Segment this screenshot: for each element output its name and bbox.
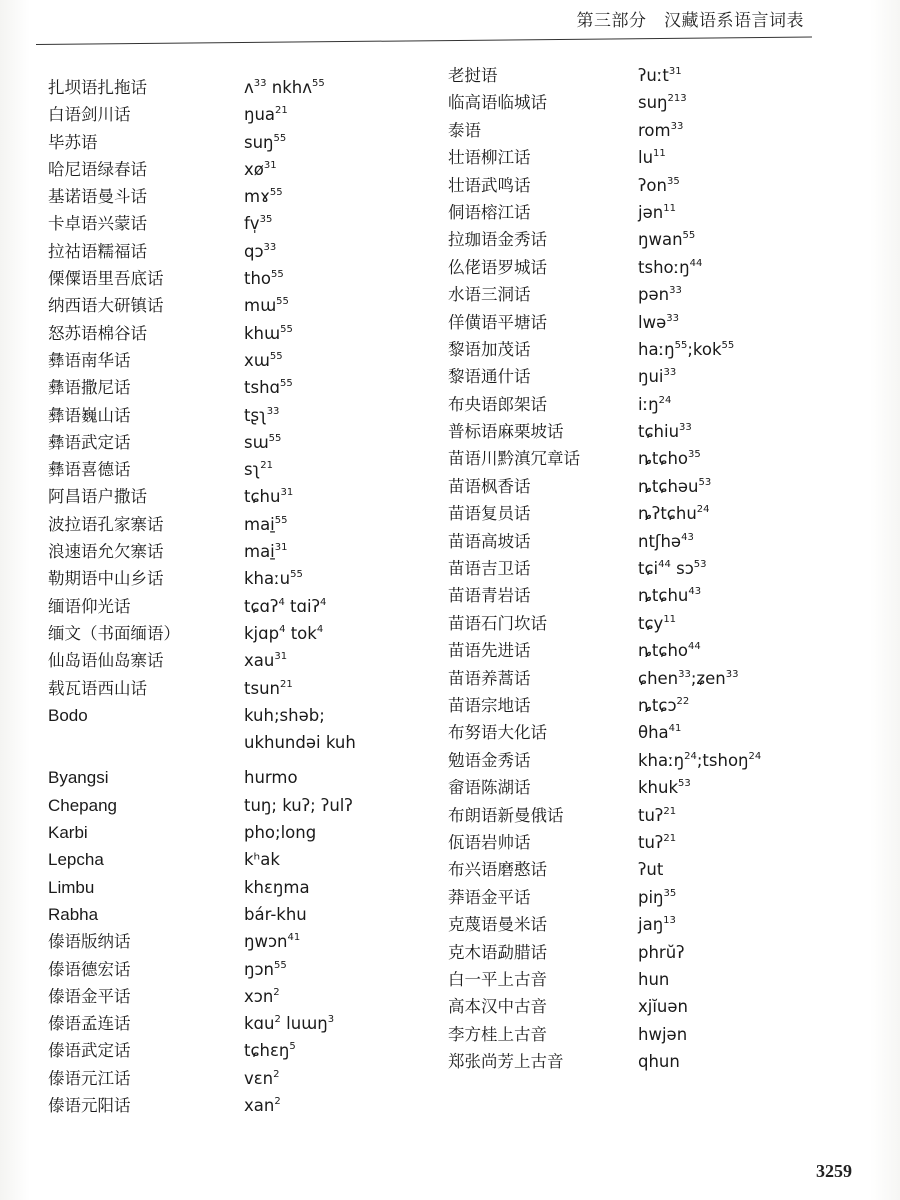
language-name: 波拉语孔家寨话 — [48, 514, 164, 534]
phonetic-form: rom$^{33}$ — [638, 120, 684, 140]
phonetic-form: tɕhiu$^{33}$ — [638, 422, 692, 442]
phonetic-form: θha$^{41}$ — [638, 723, 682, 743]
language-name: 壮语柳江话 — [448, 148, 531, 168]
phonetic-form: iːŋ$^{24}$ — [638, 394, 672, 414]
phonetic-form: kɑu$^2$ luɯŋ$^3$ — [244, 1014, 335, 1034]
language-name: 苗语枫香话 — [448, 476, 531, 496]
phonetic-form: jən$^{11}$ — [638, 202, 676, 222]
word-entry-row — [48, 429, 438, 456]
word-entry-row — [48, 1037, 438, 1064]
word-entry-row — [448, 966, 848, 993]
word-entry-row — [48, 538, 438, 565]
word-entry-row — [48, 210, 438, 237]
phonetic-form: tuʔ$^{21}$ — [638, 805, 677, 825]
phonetic-form: ɕhen$^{33}$;ʑen$^{33}$ — [638, 668, 739, 688]
word-entry-row — [448, 199, 848, 226]
word-entry-row — [48, 101, 438, 128]
language-name: 壮语武鸣话 — [448, 175, 531, 195]
language-name: Limbu — [48, 877, 95, 897]
word-entry-row — [448, 363, 848, 390]
word-entry-row — [448, 117, 848, 144]
phonetic-form: hwjən — [638, 1024, 688, 1044]
word-entry-row — [48, 819, 438, 846]
phonetic-form: tshoːŋ$^{44}$ — [638, 257, 703, 277]
phonetic-form: qhun — [638, 1052, 680, 1072]
word-entry-row — [448, 89, 848, 116]
left-word-column — [48, 74, 438, 1119]
word-entry-row — [48, 620, 438, 647]
word-entry-row — [48, 292, 438, 319]
phonetic-form: sʅ$^{21}$ — [244, 460, 273, 480]
phonetic-form: kʰak — [244, 850, 280, 870]
language-name: 莽语金平话 — [448, 887, 531, 907]
language-name: 傣语金平话 — [48, 986, 131, 1006]
language-name: 苗语高坡话 — [448, 531, 531, 551]
word-entry-row — [48, 402, 438, 429]
phonetic-form: ŋua$^{21}$ — [244, 105, 288, 125]
word-entry-row — [448, 500, 848, 527]
phonetic-form: fv̩$^{35}$ — [244, 214, 273, 234]
phonetic-form: tuŋ; kuʔ; ʔulʔ — [244, 795, 353, 815]
language-name: 傈僳语里吾底话 — [48, 269, 164, 289]
word-entry-row — [448, 336, 848, 363]
word-entry-row — [448, 719, 848, 746]
phonetic-form: ȵtɕho$^{35}$ — [638, 449, 701, 469]
language-name: 傣语武定话 — [48, 1041, 131, 1061]
word-entry-row — [48, 729, 438, 756]
language-name: 苗语吉卫话 — [448, 559, 531, 579]
word-entry-row — [48, 1092, 438, 1119]
phonetic-form: ʌ$^{33}$ nkhʌ$^{55}$ — [244, 78, 325, 97]
word-entry-row — [448, 993, 848, 1020]
phonetic-form: tʂʅ$^{33}$ — [244, 405, 280, 425]
word-entry-row — [48, 183, 438, 210]
language-name: 拉珈语金秀话 — [448, 230, 547, 250]
word-entry-row — [448, 445, 848, 472]
language-name: 侗语榕江话 — [448, 202, 531, 222]
phonetic-form: mai̱$^{55}$ — [244, 514, 288, 534]
phonetic-form: mɯ$^{55}$ — [244, 296, 289, 316]
header-rule — [36, 37, 812, 45]
word-entry-row — [48, 129, 438, 156]
language-name: 苗语宗地话 — [448, 695, 531, 715]
language-name: 黎语加茂话 — [448, 339, 531, 359]
phonetic-form: $xø^{31}$ — [244, 159, 277, 179]
word-entry-row — [448, 802, 848, 829]
language-name: 傣语元江话 — [48, 1068, 131, 1088]
word-entry-row — [448, 665, 848, 692]
word-entry-row — [48, 483, 438, 510]
language-name: 仫佬语罗城话 — [448, 257, 547, 277]
word-entry-row — [48, 956, 438, 983]
language-name: 怒苏语棉谷话 — [48, 323, 147, 343]
language-name: 李方桂上古音 — [448, 1024, 547, 1044]
language-name: 彝语撒尼话 — [48, 378, 131, 398]
word-entry-row — [48, 901, 438, 928]
word-entry-row — [48, 1010, 438, 1037]
word-entry-row — [448, 939, 848, 966]
word-entry-row — [448, 856, 848, 883]
word-entry-row — [48, 702, 438, 729]
phonetic-form: khɛŋma — [244, 877, 310, 897]
word-entry-row — [48, 593, 438, 620]
phonetic-form: kjɑp$^4$ tok$^4$ — [244, 623, 324, 643]
phonetic-form: suŋ$^{55}$ — [244, 132, 287, 152]
language-name: 郑张尚芳上古音 — [448, 1052, 564, 1072]
word-entry-row — [48, 764, 438, 791]
word-entry-row — [448, 1048, 848, 1075]
phonetic-form: xan$^2$ — [244, 1095, 281, 1115]
phonetic-form: ʔut — [638, 860, 664, 880]
phonetic-form: sɯ$^{55}$ — [244, 432, 282, 452]
word-entry-row — [48, 238, 438, 265]
phonetic-form: tɕhɛŋ$^5$ — [244, 1041, 296, 1061]
phonetic-form: tsun$^{21}$ — [244, 678, 293, 698]
phonetic-form: hurmo — [244, 768, 298, 788]
phonetic-form: ŋwɔn$^{41}$ — [244, 932, 301, 952]
language-name: 苗语川黔滇冗章话 — [448, 449, 580, 469]
language-name: 傣语元阳话 — [48, 1095, 131, 1115]
language-name: 勉语金秀话 — [448, 750, 531, 770]
phonetic-form: xjĭuən — [638, 997, 688, 1017]
language-name: 彝语南华话 — [48, 350, 131, 370]
phonetic-form: ȵtɕho$^{44}$ — [638, 641, 701, 661]
word-entry-row — [448, 582, 848, 609]
phonetic-form: tuʔ$^{21}$ — [638, 832, 677, 852]
running-head: 第三部分 汉藏语系语言词表 — [576, 11, 804, 31]
language-name: 纳西语大研镇话 — [48, 296, 164, 316]
language-name: 基诺语曼斗话 — [48, 187, 147, 207]
language-name: 老挝语 — [448, 66, 498, 85]
language-name: 苗语石门坎话 — [448, 613, 547, 633]
language-name: 普标语麻栗坡话 — [448, 422, 564, 442]
phonetic-form: ntʃhə$^{43}$ — [638, 531, 694, 551]
word-entry-row — [48, 456, 438, 483]
word-entry-row — [448, 555, 848, 582]
phonetic-form: khɯ$^{55}$ — [244, 323, 293, 343]
phonetic-form: hun — [638, 969, 670, 989]
language-name: Chepang — [48, 795, 118, 815]
word-entry-row — [48, 846, 438, 873]
word-entry-row — [48, 320, 438, 347]
language-name: 泰语 — [448, 120, 481, 140]
phonetic-form: khaːu$^{55}$ — [244, 569, 303, 589]
language-name: 浪速语允欠寨话 — [48, 542, 164, 562]
language-name: 高本汉中古音 — [448, 997, 547, 1017]
word-entry-row — [48, 374, 438, 401]
word-entry-row — [448, 747, 848, 774]
language-name: 哈尼语绿春话 — [48, 159, 147, 179]
phonetic-form: pən$^{33}$ — [638, 285, 682, 305]
phonetic-form: tshɑ$^{55}$ — [244, 378, 293, 398]
phonetic-form: ȵʔtɕhu$^{24}$ — [638, 504, 710, 524]
phonetic-form: ŋɔn$^{55}$ — [244, 959, 287, 979]
language-name: 仙岛语仙岛寨话 — [48, 651, 164, 671]
phonetic-form: lwə$^{33}$ — [638, 312, 679, 332]
language-name: 苗语养蒿话 — [448, 668, 531, 688]
language-name: 勒期语中山乡话 — [48, 569, 164, 589]
word-entry-row — [48, 156, 438, 183]
language-name: 傣语孟连话 — [48, 1014, 131, 1034]
word-entry-row — [448, 774, 848, 801]
phonetic-form: kuh;shəb; — [244, 705, 325, 725]
phonetic-form: xɔn$^2$ — [244, 986, 280, 1006]
phonetic-form: ukhundəi kuh — [244, 733, 356, 753]
word-entry-row — [48, 792, 438, 819]
word-entry-row — [448, 884, 848, 911]
word-entry-row — [48, 928, 438, 955]
word-entry-row — [448, 391, 848, 418]
word-entry-row — [448, 418, 848, 445]
language-name: 苗语青岩话 — [448, 586, 531, 606]
word-entry-row — [448, 309, 848, 336]
page-number: 3259 — [816, 1161, 852, 1181]
phonetic-form: suŋ$^{213}$ — [638, 93, 687, 113]
phonetic-form: khaːŋ$^{24}$;tshoŋ$^{24}$ — [638, 750, 762, 770]
language-name: 克蔑语曼米话 — [448, 915, 547, 935]
language-name: Bodo — [48, 705, 88, 725]
language-name: 临高语临城话 — [448, 93, 547, 113]
language-name: 扎坝语扎拖话 — [48, 78, 147, 97]
phonetic-form: tɕhu$^{31}$ — [244, 487, 294, 507]
phonetic-form: tɕi$^{44}$ sɔ$^{53}$ — [638, 559, 707, 579]
word-entry-row — [448, 829, 848, 856]
language-name: 苗语复员话 — [448, 504, 531, 524]
language-name: Byangsi — [48, 768, 109, 788]
word-entry-row — [448, 473, 848, 500]
word-entry-row — [48, 74, 438, 101]
phonetic-form: tho$^{55}$ — [244, 269, 284, 289]
word-entry-row — [448, 144, 848, 171]
phonetic-form: ȵtɕɔ$^{22}$ — [638, 695, 690, 715]
phonetic-form: ŋwan$^{55}$ — [638, 230, 696, 250]
language-name: 载瓦语西山话 — [48, 678, 147, 698]
phonetic-form: pho;long — [244, 823, 317, 843]
phonetic-form: mai̱$^{31}$ — [244, 542, 288, 562]
language-name: 毕苏语 — [48, 132, 98, 152]
phonetic-form: tɕɑʔ$^4$ tɑiʔ$^4$ — [244, 596, 327, 616]
word-entry-row — [448, 637, 848, 664]
word-entry-row — [48, 347, 438, 374]
language-name: 布兴语磨憨话 — [448, 860, 547, 880]
language-name: 苗语先进话 — [448, 641, 531, 661]
word-entry-row — [48, 1065, 438, 1092]
language-name: 黎语通什话 — [448, 367, 531, 387]
word-entry-row — [48, 675, 438, 702]
word-entry-row — [448, 172, 848, 199]
language-name: 阿昌语户撒话 — [48, 487, 147, 507]
language-name: 水语三洞话 — [448, 285, 531, 305]
phonetic-form: xau$^{31}$ — [244, 651, 288, 671]
language-name: 缅语仰光话 — [48, 596, 131, 616]
phonetic-form: ʔon$^{35}$ — [638, 175, 680, 195]
word-entry-row — [448, 692, 848, 719]
word-entry-row — [448, 281, 848, 308]
language-name: 布努语大化话 — [448, 723, 547, 743]
word-entry-row — [48, 983, 438, 1010]
word-entry-row — [48, 265, 438, 292]
phonetic-form: jaŋ$^{13}$ — [638, 915, 676, 935]
phonetic-form: ŋui$^{33}$ — [638, 367, 677, 387]
language-name: 克木语勐腊话 — [448, 942, 547, 962]
word-entry-row — [448, 226, 848, 253]
word-entry-row — [448, 1021, 848, 1048]
phonetic-form: mɤ$^{55}$ — [244, 187, 283, 207]
language-name: 傣语版纳话 — [48, 932, 131, 952]
phonetic-form: ȵtɕhəu$^{53}$ — [638, 476, 712, 496]
language-name: 彝语喜德话 — [48, 460, 131, 480]
word-entry-row — [448, 911, 848, 938]
phonetic-form: vɛn$^2$ — [244, 1068, 280, 1088]
language-name: 布央语郎架话 — [448, 394, 547, 414]
phonetic-form: piŋ$^{35}$ — [638, 887, 677, 907]
language-name: Rabha — [48, 904, 99, 924]
language-name: 白语剑川话 — [48, 105, 131, 125]
language-name: 傣语德宏话 — [48, 959, 131, 979]
phonetic-form: ȵtɕhu$^{43}$ — [638, 586, 702, 606]
phonetic-form: xɯ$^{55}$ — [244, 350, 283, 370]
phonetic-form: qɔ$^{33}$ — [244, 241, 277, 261]
phonetic-form: bár-khu — [244, 904, 307, 924]
language-name: 佤语岩帅话 — [448, 832, 531, 852]
phonetic-form: $lu^{11}$ — [638, 148, 666, 168]
phonetic-form: phrŭʔ — [638, 942, 685, 962]
word-entry-row — [48, 874, 438, 901]
language-name: Karbi — [48, 823, 88, 843]
language-name: 彝语巍山话 — [48, 405, 131, 425]
word-entry-row — [48, 565, 438, 592]
phonetic-form: tɕy$^{11}$ — [638, 613, 677, 633]
word-entry-row — [448, 528, 848, 555]
word-entry-row — [48, 511, 438, 538]
phonetic-form: khuk$^{53}$ — [638, 778, 691, 798]
language-name: 布朗语新曼俄话 — [448, 805, 564, 825]
language-name: 拉祜语糯福话 — [48, 241, 147, 261]
language-name: 佯僙语平塘话 — [448, 312, 547, 332]
word-entry-row — [448, 610, 848, 637]
language-name: Lepcha — [48, 850, 104, 870]
language-name: 白一平上古音 — [448, 969, 547, 989]
word-entry-row — [448, 62, 848, 89]
phonetic-form: ʔuːt$^{31}$ — [638, 66, 682, 85]
language-name: 彝语武定话 — [48, 432, 131, 452]
language-name: 缅文（书面缅语） — [48, 623, 180, 643]
phonetic-form: haːŋ$^{55}$;kok$^{55}$ — [638, 339, 735, 359]
language-name: 卡卓语兴蒙话 — [48, 214, 147, 234]
language-name: 畲语陈湖话 — [448, 778, 531, 798]
right-word-column — [448, 62, 848, 1075]
word-entry-row — [448, 254, 848, 281]
word-entry-row — [48, 647, 438, 674]
